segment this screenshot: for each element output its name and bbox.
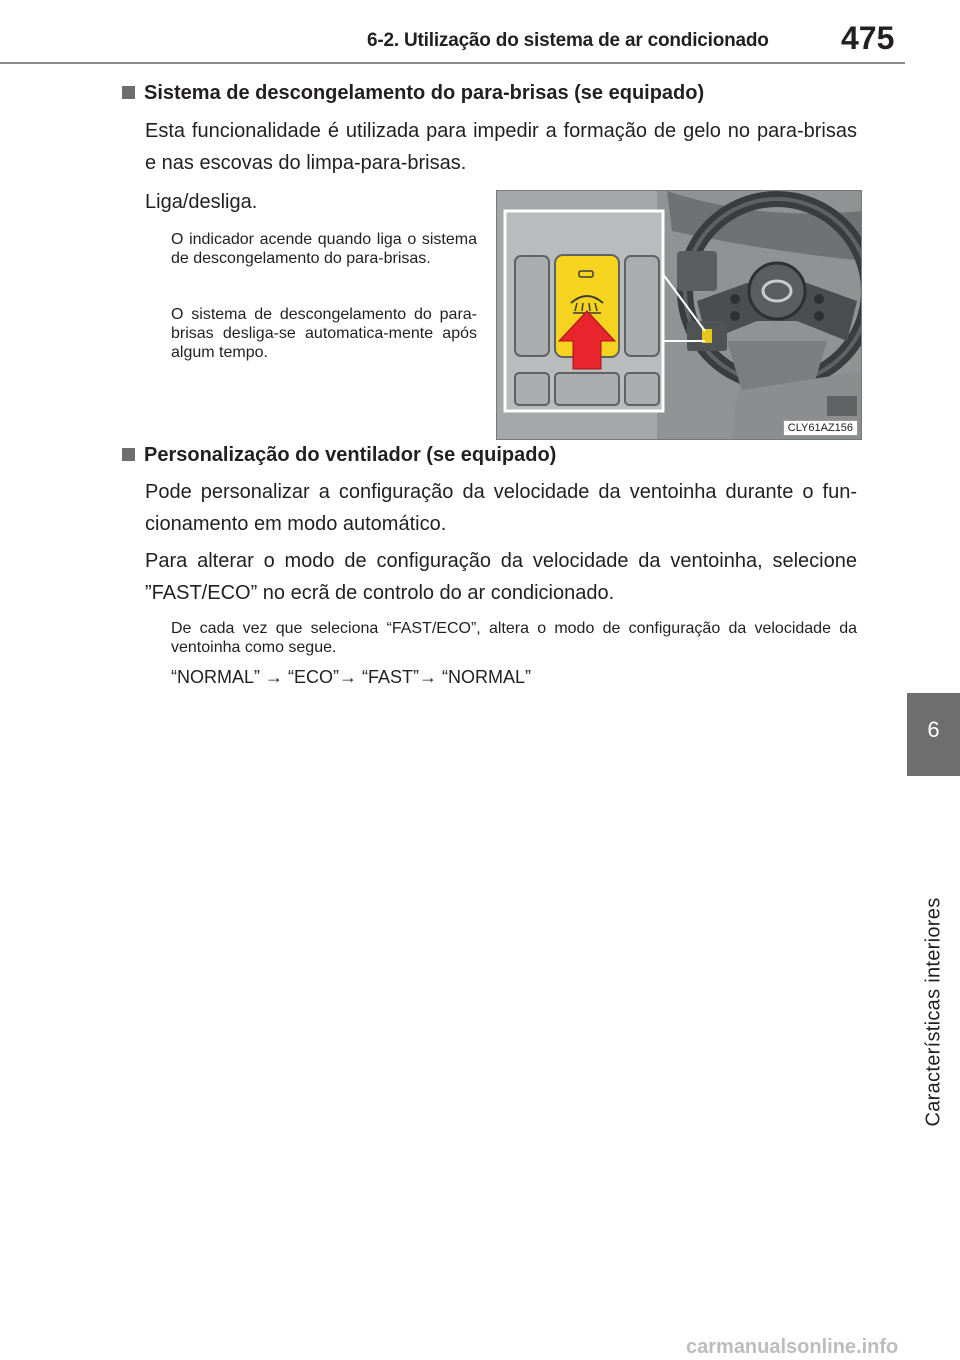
sequence: “NORMAL” → “ECO”→ “FAST”→ “NORMAL” (171, 667, 531, 687)
paragraph: Esta funcionalidade é utilizada para impedir a formação de gelo no para-brisas e nas escovas do limpa-para-brisas. (145, 120, 857, 174)
section-heading-text: Personalização do ventilador (se equipado) (144, 444, 557, 466)
header-divider (0, 62, 905, 64)
section-heading-text: Sistema de descongelamento do para-brisas (se equipado) (144, 82, 705, 104)
dashboard-drawing (497, 191, 862, 440)
square-bullet-icon (122, 86, 135, 99)
chapter-number: 6 (927, 717, 940, 742)
header-title: 6-2. Utilização do sistema de ar condicionado (367, 30, 769, 51)
watermark: carmanualsonline.info (686, 1336, 899, 1358)
toggle-text: Liga/desliga. (145, 191, 258, 213)
paragraph: Para alterar o modo de configuração da velocidade da ventoinha, selecione ”FAST/ECO” no ecrã de controlo do ar condicionado. (145, 550, 857, 604)
note: O indicador acende quando liga o sistema de descongelamento do para-brisas. (171, 231, 477, 267)
chapter-label: Características interiores (922, 897, 945, 1127)
section-heading-defroster (122, 82, 704, 105)
chapter-tab (907, 693, 960, 776)
note: O sistema de descongelamento do para-brisas desliga-se automatica-mente após algum tempo. (171, 306, 477, 361)
page-number: 475 (841, 20, 895, 56)
image-code: CLY61AZ156 (783, 420, 858, 436)
paragraph: Pode personalizar a configuração da velocidade da ventoinha durante o fun-cionamento em modo automático. (145, 481, 857, 535)
section-heading-fan (122, 444, 556, 467)
defroster-button-illustration (496, 190, 862, 440)
note: De cada vez que seleciona “FAST/ECO”, altera o modo de configuração da velocidade da ventoinha como segue. (171, 620, 857, 656)
page-header (0, 0, 960, 66)
square-bullet-icon (122, 448, 135, 461)
